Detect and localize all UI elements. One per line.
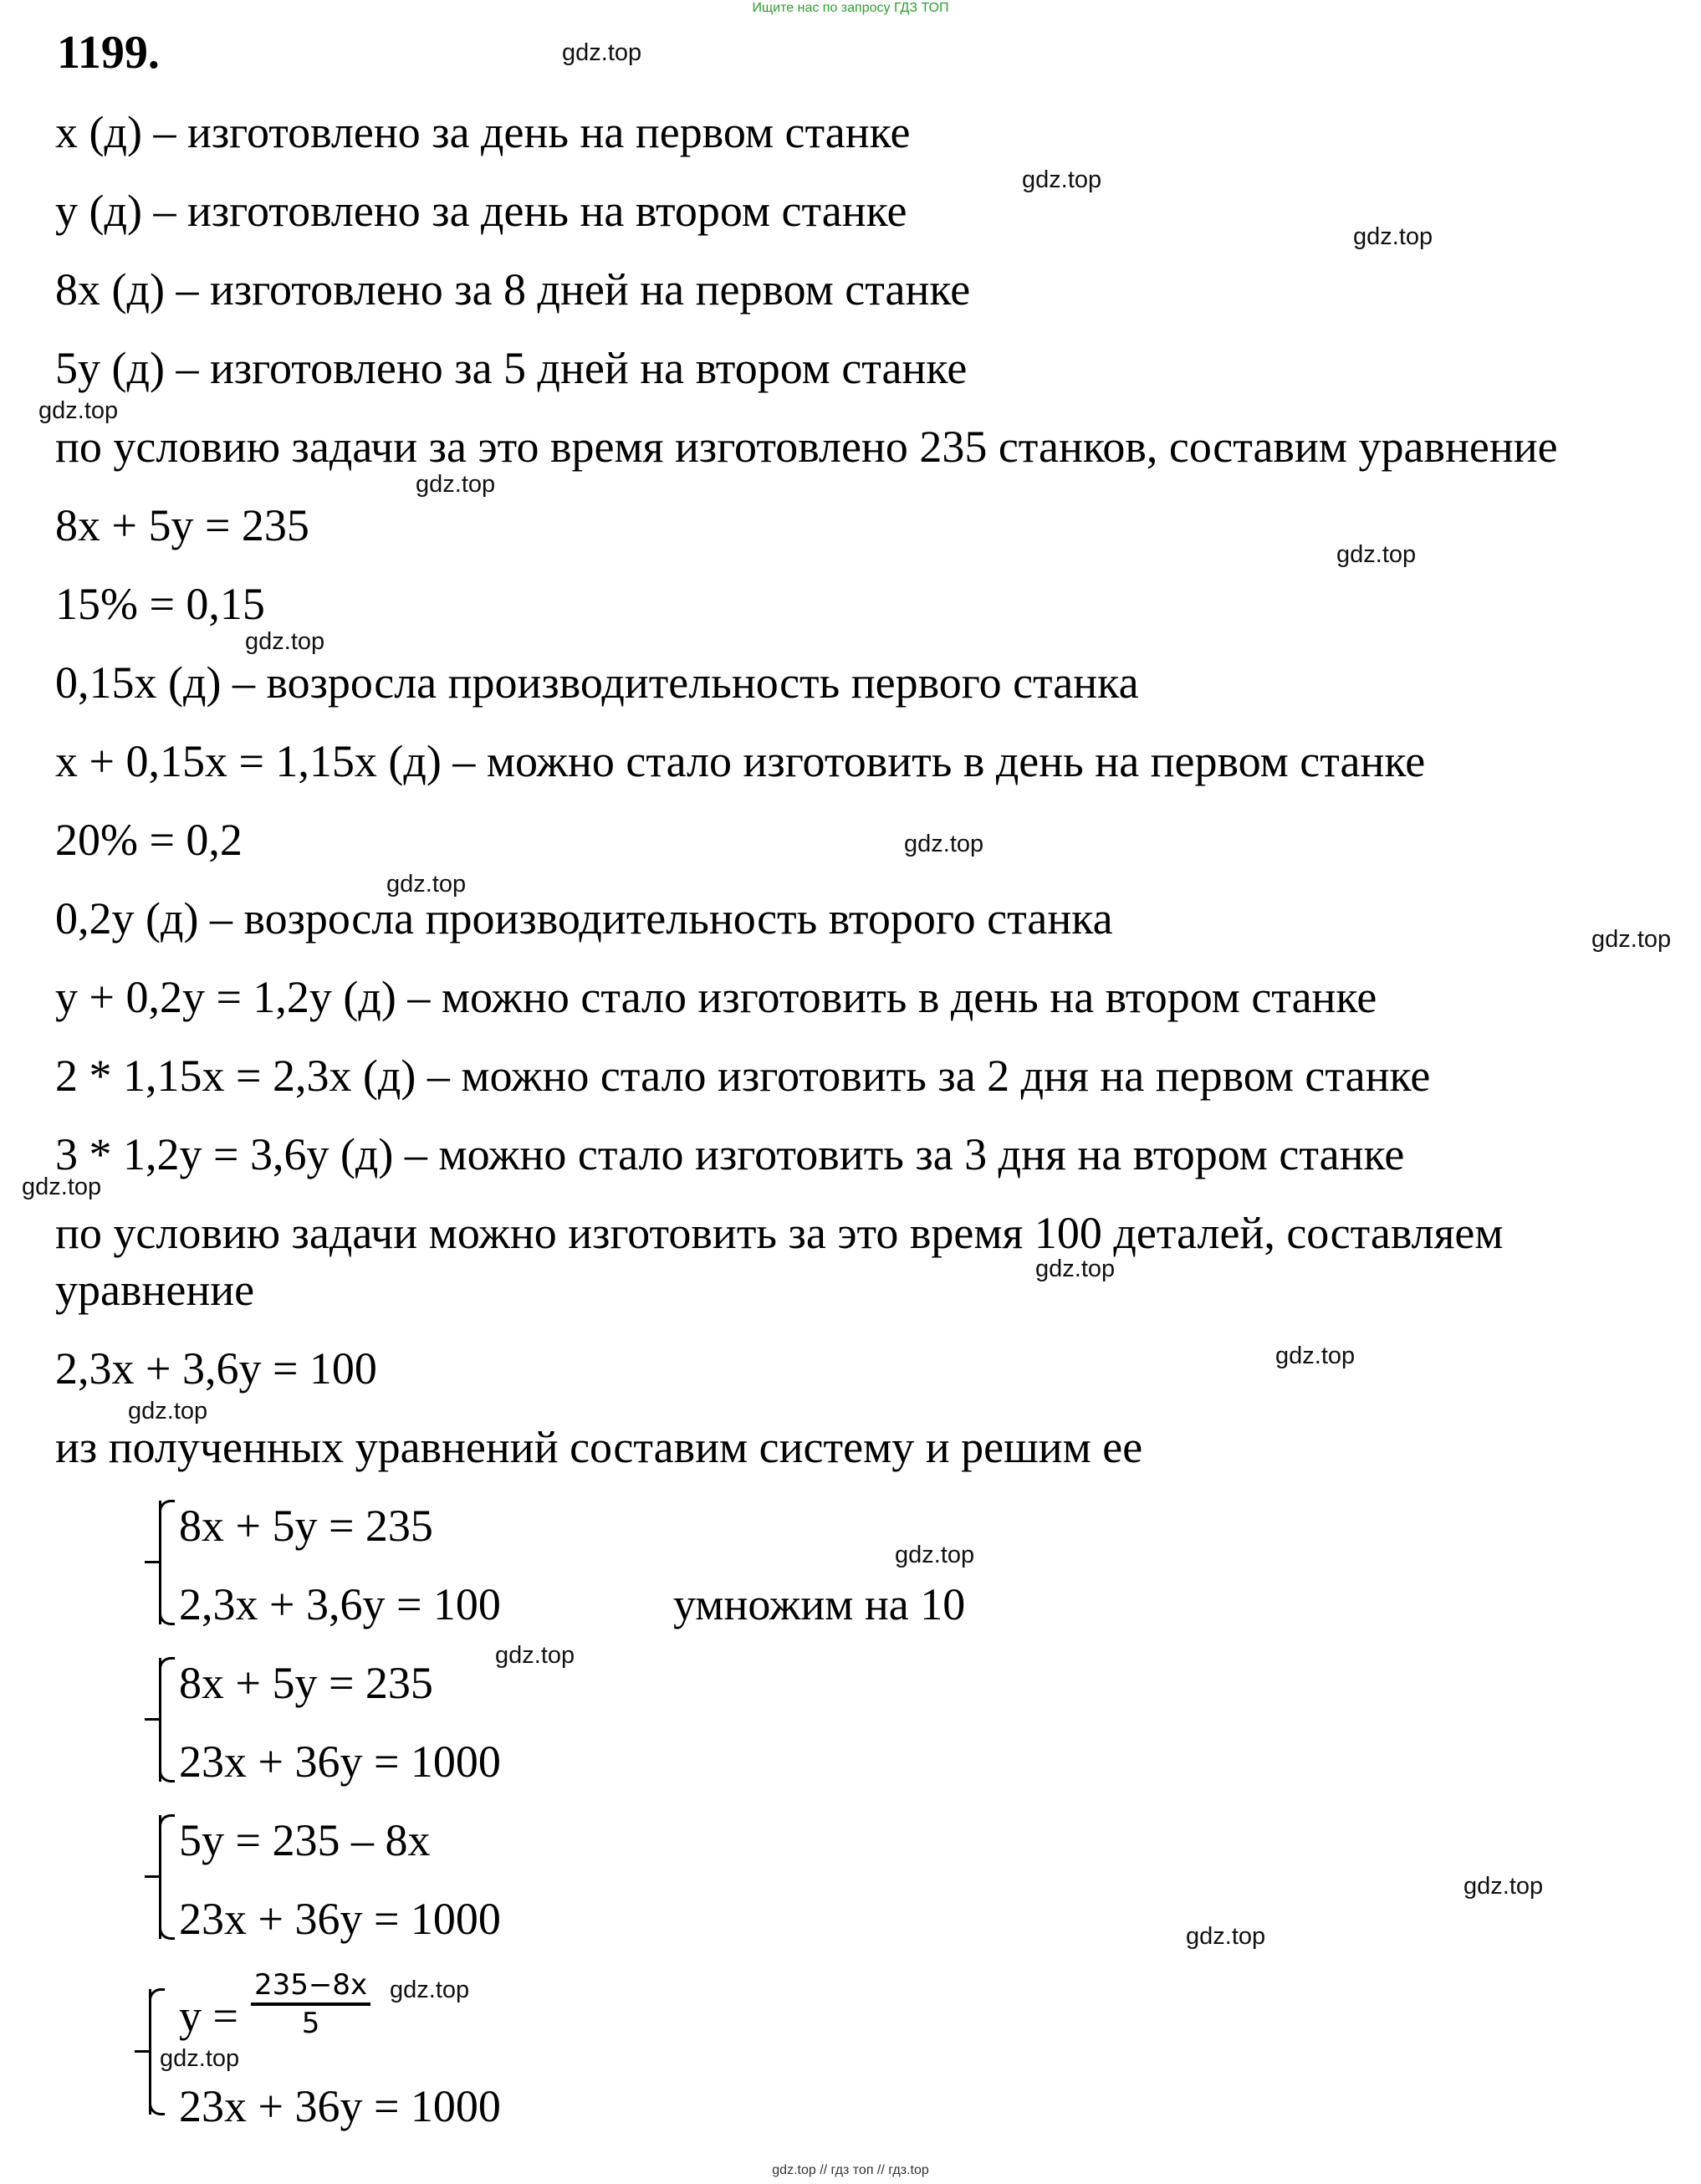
watermark: gdz.top [895, 1542, 975, 1568]
search-hint: Ищите нас по запросу ГДЗ ТОП [752, 1, 949, 15]
watermark: gdz.top [245, 628, 325, 655]
fraction-numerator: 235−8x [251, 1967, 370, 2006]
solution-line: из полученных уравнений составим систему и решим ее [55, 1422, 1143, 1472]
watermark: gdz.top [128, 1398, 208, 1424]
watermark: gdz.top [38, 397, 119, 424]
watermark: gdz.top [904, 831, 984, 857]
system-equation: 23x + 36y = 1000 [179, 2081, 501, 2131]
fraction-denominator: 5 [301, 2007, 320, 2040]
solution-line: 3 * 1,2y = 3,6y (д) – можно стало изготовить за 3 дня на втором станке [55, 1129, 1405, 1179]
equation-line: 2,3x + 3,6y = 100 [55, 1343, 377, 1394]
watermark: gdz.top [495, 1642, 575, 1669]
watermark: gdz.top [1275, 1343, 1356, 1369]
watermark: gdz.top [386, 871, 467, 898]
equation-line: 20% = 0,2 [55, 815, 243, 865]
system-equation: 5y = 235 – 8x [179, 1815, 431, 1865]
watermark: gdz.top [1336, 541, 1417, 568]
watermark: gdz.top [1022, 166, 1102, 193]
watermark: gdz.top [22, 1174, 102, 1200]
solution-line: x (д) – изготовлено за день на первом станке [55, 107, 911, 157]
watermark: gdz.top [1186, 1923, 1266, 1950]
system-equation: 8x + 5y = 235 [179, 1501, 433, 1551]
system-equation: 2,3x + 3,6y = 100 [179, 1579, 501, 1629]
watermark: gdz.top [390, 1977, 470, 2003]
watermark: gdz.top [1035, 1256, 1116, 1282]
solution-line: по условию задачи можно изготовить за это время 100 деталей, составляем [55, 1208, 1504, 1258]
solution-line: 0,2y (д) – возросла производительность второго станка [55, 893, 1113, 944]
solution-line: 8x (д) – изготовлено за 8 дней на первом станке [55, 264, 971, 315]
system-equation: 8x + 5y = 235 [179, 1658, 433, 1708]
system-equation: y = [179, 1991, 238, 2041]
solution-line: по условию задачи за это время изготовлено 235 станков, составим уравнение [55, 422, 1558, 472]
watermark: gdz.top [160, 2045, 240, 2072]
system-equation: 23x + 36y = 1000 [179, 1736, 501, 1787]
watermark: gdz.top [1591, 926, 1672, 953]
footer-links: gdz.top // гдз топ // гдз.top [772, 2163, 929, 2177]
solution-line: y (д) – изготовлено за день на втором станке [55, 186, 907, 236]
watermark: gdz.top [1353, 223, 1433, 250]
solution-line: 5y (д) – изготовлено за 5 дней на втором станке [55, 343, 968, 393]
watermark: gdz.top [1463, 1873, 1544, 1900]
fraction [251, 1967, 370, 2041]
watermark: gdz.top [562, 39, 642, 66]
solution-line: 2 * 1,15x = 2,3x (д) – можно стало изготовить за 2 дня на первом станке [55, 1051, 1431, 1101]
problem-number: 1199. [57, 27, 160, 79]
watermark: gdz.top [416, 471, 496, 498]
solution-line: x + 0,15x = 1,15x (д) – можно стало изготовить в день на первом станке [55, 736, 1426, 786]
system-note: умножим на 10 [673, 1579, 966, 1629]
solution-line: y + 0,2y = 1,2y (д) – можно стало изготовить в день на втором станке [55, 972, 1377, 1022]
system-equation: 23x + 36y = 1000 [179, 1894, 501, 1944]
solution-line: уравнение [55, 1265, 255, 1315]
solution-line: 0,15x (д) – возросла производительность первого станка [55, 657, 1139, 708]
equation-line: 8x + 5y = 235 [55, 500, 309, 550]
equation-line: 15% = 0,15 [55, 579, 265, 629]
